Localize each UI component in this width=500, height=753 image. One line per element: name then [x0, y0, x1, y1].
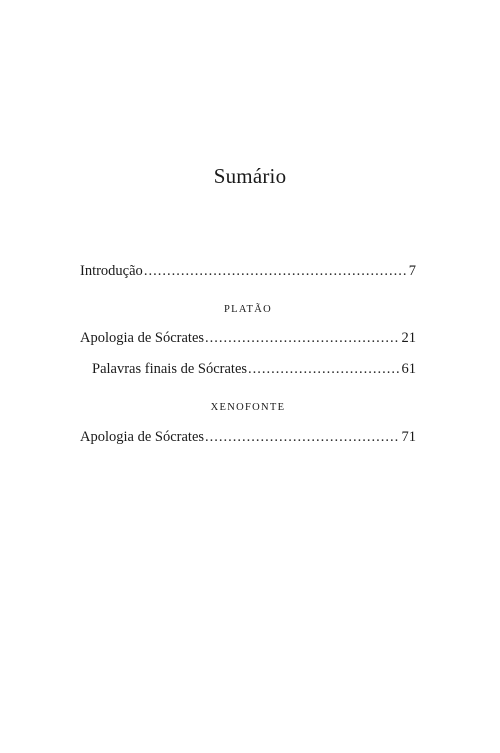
- toc-entry-label: Apologia de Sócrates: [80, 330, 205, 346]
- section-heading-platao: PLATÃO: [223, 304, 273, 315]
- toc-entry-page: 61: [401, 361, 416, 377]
- toc-entry-label: Palavras finais de Sócrates: [92, 361, 248, 377]
- toc-entry-apologia-platao: [80, 329, 416, 347]
- dot-leader: [248, 360, 398, 378]
- toc-entry-apologia-xenofonte: [80, 428, 416, 446]
- section-heading-xenofonte: XENOFONTE: [210, 402, 286, 413]
- toc-entry-label: Apologia de Sócrates: [80, 429, 205, 445]
- page-title: Sumário: [213, 164, 287, 188]
- toc-entry-introducao: [80, 262, 416, 280]
- dot-leader: [205, 329, 398, 347]
- toc-entry-label: Introdução: [80, 263, 143, 279]
- toc-entry-page: 7: [408, 263, 416, 279]
- toc-entry-page: 21: [401, 330, 416, 346]
- table-of-contents: [80, 0, 416, 753]
- dot-leader: [205, 428, 398, 446]
- toc-entry-palavras-finais: [92, 360, 416, 378]
- dot-leader: [144, 262, 406, 280]
- toc-entry-page: 71: [401, 429, 416, 445]
